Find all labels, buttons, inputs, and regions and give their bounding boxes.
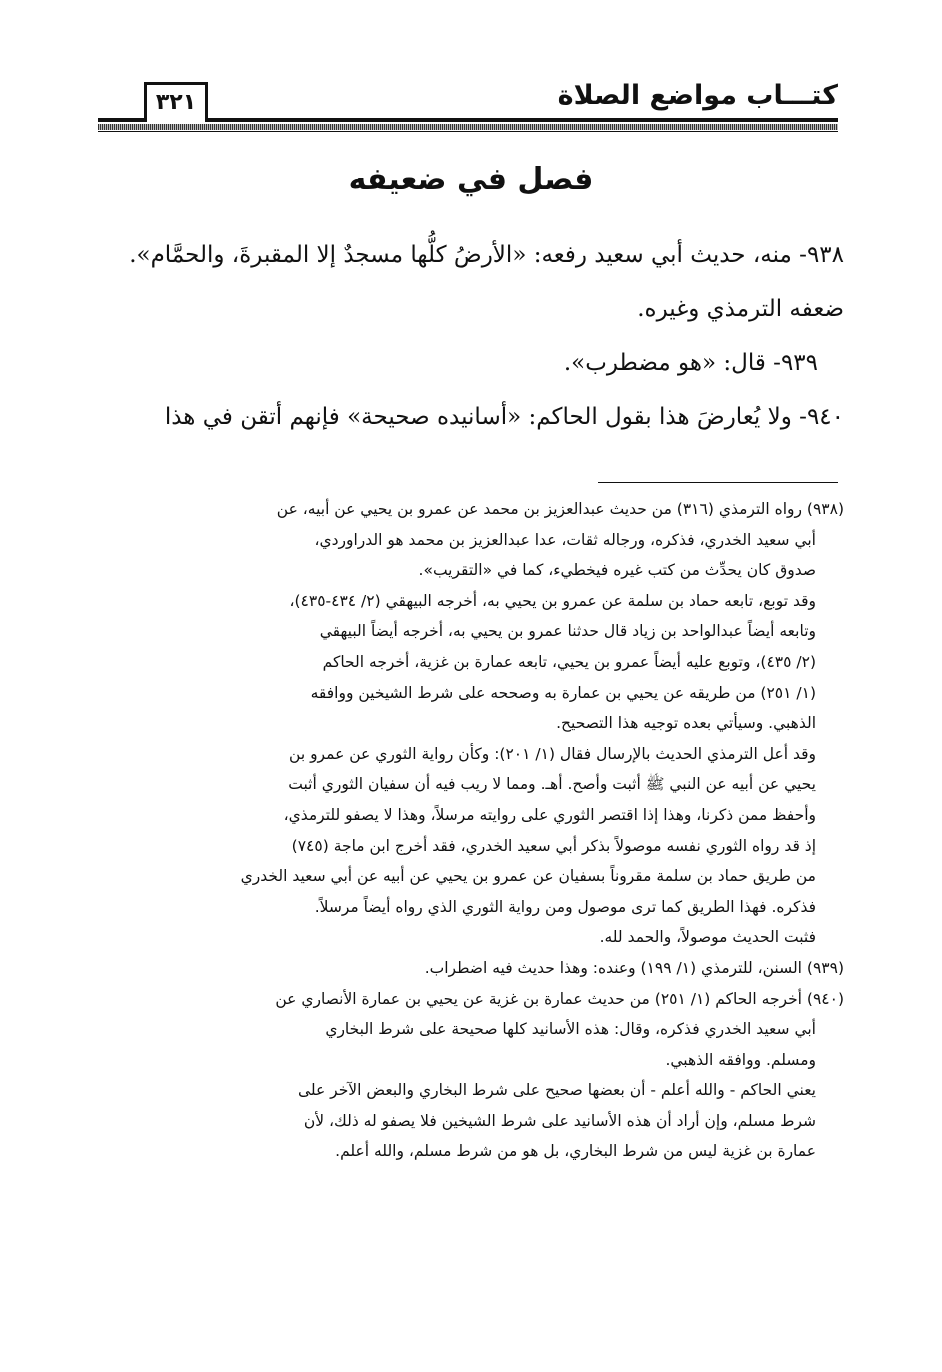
book-title: كتـــاب مواضع الصلاة — [557, 80, 838, 111]
footnote-line: ومسلم. ووافقه الذهبي. — [665, 1050, 816, 1069]
footnote-line: أبي سعيد الخدري فذكره، وقال: هذه الأسانيد كلها صحيحة على شرط البخاري — [325, 1020, 816, 1039]
footnote-line: وأحفظ ممن ذكرنا، وهذا إذا اقتصر الثوري على روايته مرسلاً، وهذا لا يصفو للترمذي، — [283, 805, 816, 824]
footnote-line: صدوق كان يحدِّث من كتب غيره فيخطيء، كما في «التقريب». — [418, 561, 816, 580]
footnote-line: (١/ ٢٥١) من طريقه عن يحيي بن عمارة به وصححه على شرط الشيخين ووافقه — [310, 683, 816, 702]
page-number: ٣٢١ — [155, 90, 197, 115]
header-rule-thick — [98, 118, 838, 122]
footnote-separator — [598, 482, 838, 483]
main-line-939: ٩٣٩- قال: «هو مضطرب». — [563, 350, 818, 376]
page-number-box — [144, 82, 208, 122]
footnote-line: من طريق حماد بن سلمة مقروناً بسفيان عن عمرو بن يحيي عن أبيه عن أبي سعيد الخدري — [240, 867, 816, 886]
footnote-line: يعني الحاكم - والله أعلم - أن بعضها صحيح على شرط البخاري والبعض الآخر على — [297, 1081, 816, 1100]
footnote-line: إذ قد رواه الثوري نفسه موصولاً بذكر أبي سعيد الخدري، فقد أخرج ابن ماجة (٧٤٥) — [291, 836, 816, 855]
footnote-line: وقد توبع، تابعه حماد بن سلمة عن عمرو بن يحيي به، أخرجه البيهقي (٢/ ٤٣٤-٤٣٥)، — [289, 591, 816, 610]
header-rule-thin — [98, 131, 838, 132]
footnote-line: أبي سعيد الخدري، فذكره، ورجاله ثقات، عدا عبدالعزيز بن محمد هو الدراوردي، — [314, 530, 816, 549]
footnote-line: (٩٤٠) أخرجه الحاكم (١/ ٢٥١) من حديث عمارة بن غزية عن يحيي بن عمارة الأنصاري عن — [275, 989, 844, 1008]
footnote-line: فذكره. فهذا الطريق كما ترى موصول ومن رواية الثوري الذي رواه أيضاً مرسلاً. — [314, 897, 816, 916]
footnote-line: وتابعه أيضاً عبدالواحد بن زياد قال حدثنا عمرو بن يحيي به، أخرجه أيضاً البيهقي — [319, 622, 816, 641]
page-header — [98, 74, 838, 130]
header-rule-dotted — [98, 124, 838, 130]
footnote-line: وقد أعل الترمذي الحديث بالإرسال فقال (١/ ٢٠١): وكأن رواية الثوري عن عمرو بن — [289, 744, 816, 763]
main-line-938: ٩٣٨- منه، حديث أبي سعيد رفعه: «الأرضُ كلُّها مسجدٌ إلا المقبرةَ، والحمَّام». — [129, 242, 844, 268]
footnote-line: عمارة بن غزية ليس من شرط البخاري، بل هو من شرط مسلم، والله أعلم. — [335, 1142, 816, 1161]
main-line-940: ٩٤٠- ولا يُعارضَ هذا بقول الحاكم: «أسانيده صحيحة» فإنهم أتقن في هذا — [164, 404, 844, 430]
footnote-line: (٢/ ٤٣٥)، وتوبع عليه أيضاً عمرو بن يحيي، تابعه عمارة بن غزية، أخرجه الحاكم — [322, 652, 816, 671]
footnote-line: الذهبي. وسيأتي بعده توجيه هذا التصحيح. — [556, 714, 816, 733]
footnotes — [98, 494, 844, 1167]
section-heading: فصل في ضعيفه — [348, 162, 594, 197]
footnote-line: شرط مسلم، وإن أراد أن هذه الأسانيد على شرط الشيخين فلا يصفو له ذلك، لأن — [303, 1111, 816, 1130]
footnote-line: (٩٣٩) السنن، للترمذي (١/ ١٩٩) وعنده: وهذا حديث فيه اضطراب. — [424, 958, 844, 977]
footnote-line: فثبت الحديث موصولاً، والحمد لله. — [599, 928, 816, 947]
footnote-line: (٩٣٨) رواه الترمذي (٣١٦) من حديث عبدالعزيز بن محمد عن عمرو بن يحيي عن أبيه، عن — [276, 500, 844, 518]
footnote-line: يحيي عن أبيه عن النبي ﷺ أثبت وأصح. أهـ. ومما لا ريب فيه أن سفيان الثوري أثبت — [288, 775, 816, 794]
main-text — [98, 228, 844, 444]
main-line-938-cont: ضعفه الترمذي وغيره. — [637, 296, 844, 322]
